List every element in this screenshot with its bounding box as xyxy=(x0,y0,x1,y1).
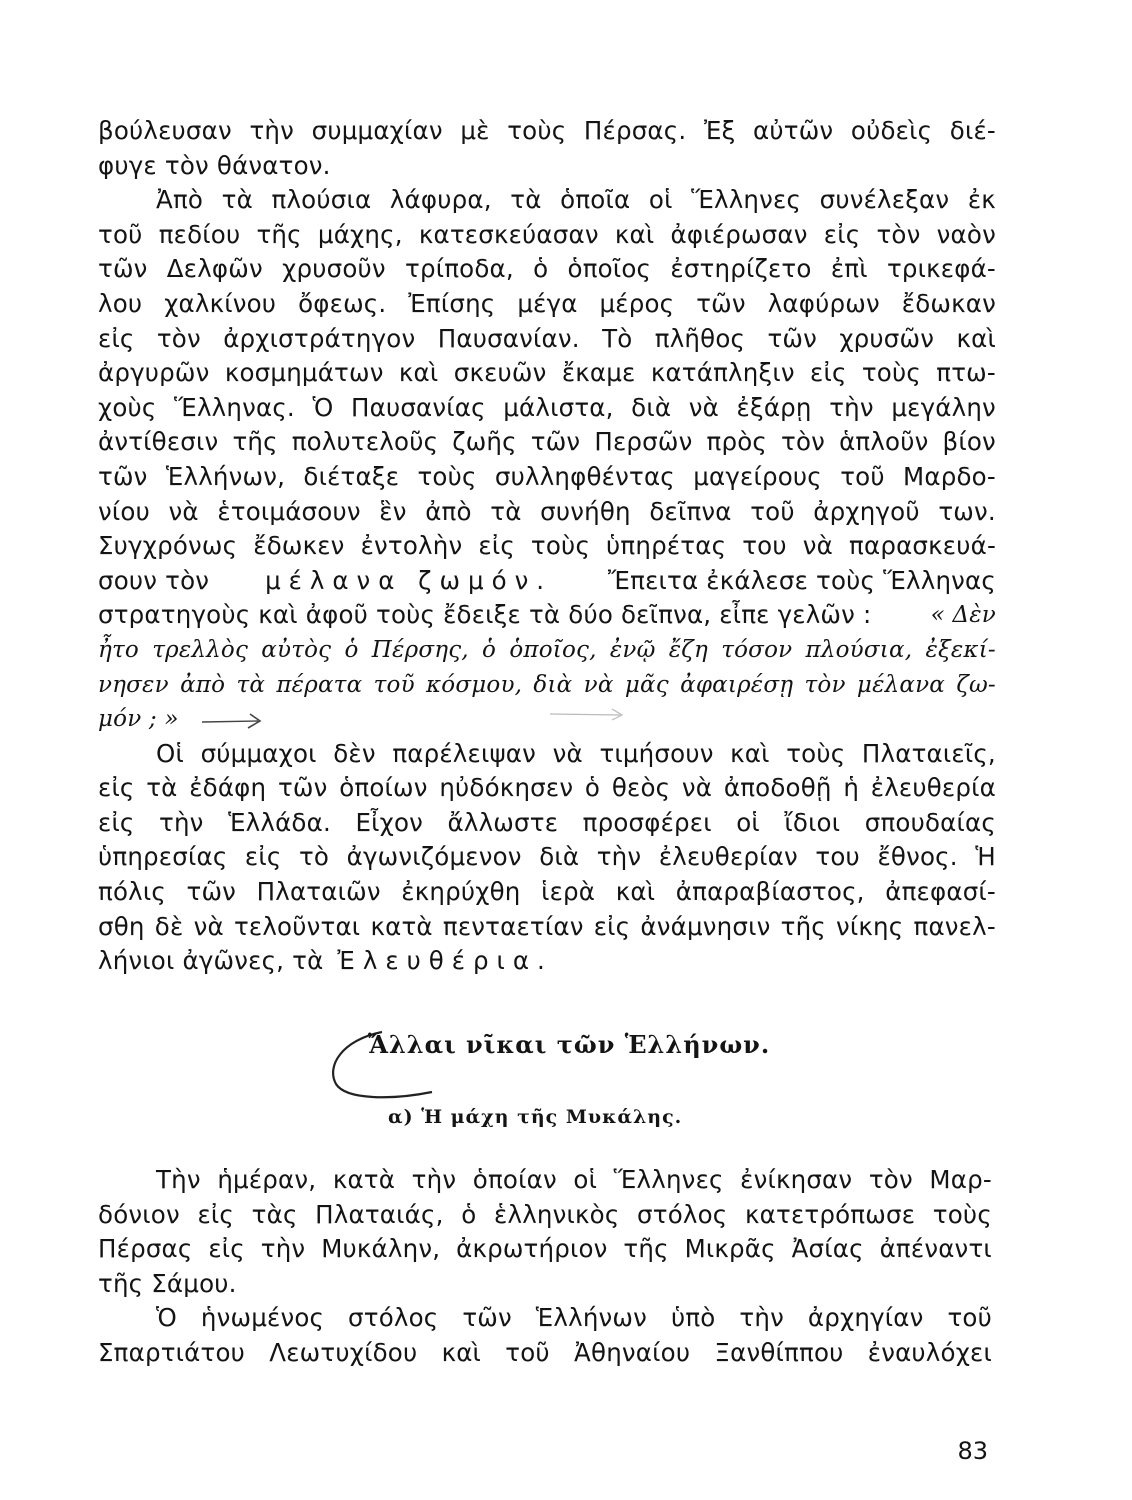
text-line: Οἱ σύμμαχοι δὲν παρέλειψαν νὰ τιμήσουν καὶ τοὺς Πλαταιεῖς, xyxy=(156,738,996,768)
text-line: Σπαρτιάτου Λεωτυχίδου καὶ τοῦ Ἀθηναίου Ξανθίππου ἐναυλόχει xyxy=(98,1337,992,1367)
quote-line: νησεν ἀπὸ τὰ πέρατα τοῦ κόσμου, διὰ νὰ μᾶς ἀφαιρέσῃ τὸν μέλανα ζω- xyxy=(98,671,996,698)
section-text-block xyxy=(98,1163,992,1371)
text-line: εἰς τὸν ἀρχιστράτηγον Παυσανίαν. Τὸ πλῆθος τῶν χρυσῶν καὶ xyxy=(98,323,996,353)
text-line: εἰς τὴν Ἑλλάδα. Εἶχον ἄλλωστε προσφέρει οἱ ἴδιοι σπουδαίας xyxy=(98,807,996,837)
text-line: φυγε τὸν θάνατον. xyxy=(98,150,331,180)
text-line: τῶν Ἑλλήνων, διέταξε τοὺς συλληφθέντας μαγείρους τοῦ Μαρδο- xyxy=(98,461,996,491)
quote-start: « Δὲν xyxy=(930,602,996,629)
text-line: σθη δὲ νὰ τελοῦνται κατὰ πενταετίαν εἰς ἀνάμνησιν τῆς νίκης πανελ- xyxy=(98,911,996,941)
text-line: πόλις τῶν Πλαταιῶν ἐκηρύχθη ἱερὰ καὶ ἀπαραβίαστος, ἀπεφασί- xyxy=(98,877,996,907)
text-line: Ἀπὸ τὰ πλούσια λάφυρα, τὰ ὁποῖα οἱ Ἕλληνες συνέλεξαν ἐκ xyxy=(156,185,996,215)
text-line: ὑπηρεσίας εἰς τὸ ἀγωνιζόμενον διὰ τὴν ἐλευθερίαν του ἔθνος. Ἡ xyxy=(98,842,996,872)
quote-line: ἦτο τρελλὸς αὐτὸς ὁ Πέρσης, ὁ ὁποῖος, ἐνῷ ἔζη τόσον πλούσια, ἐξεκί- xyxy=(98,636,996,663)
text-line: δόνιον εἰς τὰς Πλαταιάς, ὁ ἑλληνικὸς στόλος κατετρόπωσε τοὺς xyxy=(98,1199,992,1229)
text-line: ἀργυρῶν κοσμημάτων καὶ σκευῶν ἔκαμε κατάπληξιν εἰς τοὺς πτω- xyxy=(98,358,996,388)
text-segment: λήνιοι ἀγῶνες, τὰ xyxy=(98,946,324,976)
text-line: τῶν Δελφῶν χρυσοῦν τρίποδα, ὁ ὁποῖος ἐστηρίζετο ἐπὶ τρικεφά- xyxy=(98,254,996,284)
quote-line: μόν ; » xyxy=(98,706,179,733)
text-line: χοὺς Ἕλληνας. Ὁ Παυσανίας μάλιστα, διὰ νὰ ἐξάρῃ τὴν μεγάλην xyxy=(98,392,996,422)
text-line: τῆς Σάμου. xyxy=(98,1268,237,1298)
section-heading: Ἄλλαι νῖκαι τῶν Ἑλλήνων. xyxy=(368,1030,771,1059)
text-line: Συγχρόνως ἔδωκεν ἐντολὴν εἰς τοὺς ὑπηρέτας του νὰ παρασκευά- xyxy=(98,531,996,561)
emphasized-phrase: Ἐλευθέρια. xyxy=(337,946,553,976)
text-line: λου χαλκίνου ὄφεως. Ἐπίσης μέγα μέρος τῶν λαφύρων ἔδωκαν xyxy=(98,288,996,318)
main-text-block xyxy=(98,114,996,979)
text-segment: Ἔπειτα ἐκάλεσε τοὺς Ἕλληνας xyxy=(607,565,996,595)
text-line: ἀντίθεσιν τῆς πολυτελοῦς ζωῆς τῶν Περσῶν πρὸς τὸν ἁπλοῦν βίον xyxy=(98,427,996,457)
text-line: εἰς τὰ ἐδάφη τῶν ὁποίων ηὐδόκησεν ὁ θεὸς νὰ ἀποδοθῇ ἡ ἐλευθερία xyxy=(98,773,996,803)
text-line: τοῦ πεδίου τῆς μάχης, κατεσκεύασαν καὶ ἀφιέρωσαν εἰς τὸν ναὸν xyxy=(98,219,996,249)
text-line: βούλευσαν τὴν συμμαχίαν μὲ τοὺς Πέρσας. Ἐξ αὐτῶν οὐδεὶς διέ- xyxy=(98,116,996,145)
subsection-heading: α) Ἡ μάχη τῆς Μυκάλης. xyxy=(388,1106,683,1128)
text-line: Τὴν ἡμέραν, κατὰ τὴν ὁποίαν οἱ Ἕλληνες ἐνίκησαν τὸν Μαρ- xyxy=(156,1165,992,1194)
emphasized-phrase: μέλανα ζωμόν. xyxy=(265,565,553,595)
text-line: νίου νὰ ἑτοιμάσουν ἓν ἀπὸ τὰ συνήθη δεῖπνα τοῦ ἀρχηγοῦ των. xyxy=(98,496,996,526)
text-line-melana xyxy=(98,564,996,599)
text-line: Πέρσας εἰς τὴν Μυκάλην, ἀκρωτήριον τῆς Μικρᾶς Ἀσίας ἀπέναντι xyxy=(98,1234,992,1264)
text-segment: σουν τὸν xyxy=(98,565,210,595)
pencil-arrow-mark xyxy=(200,708,270,732)
text-line: Ὁ ἡνωμένος στόλος τῶν Ἑλλήνων ὑπὸ τὴν ἀρχηγίαν τοῦ xyxy=(156,1303,992,1333)
text-line-strategous xyxy=(98,598,996,633)
text-line-eleutheria xyxy=(98,944,996,979)
page-number: 83 xyxy=(957,1437,988,1465)
text-segment: στρατηγοὺς καὶ ἀφοῦ τοὺς ἔδειξε τὰ δύο δεῖπνα, εἶπε γελῶν : xyxy=(98,600,872,630)
pencil-arrow-mark xyxy=(548,704,628,724)
